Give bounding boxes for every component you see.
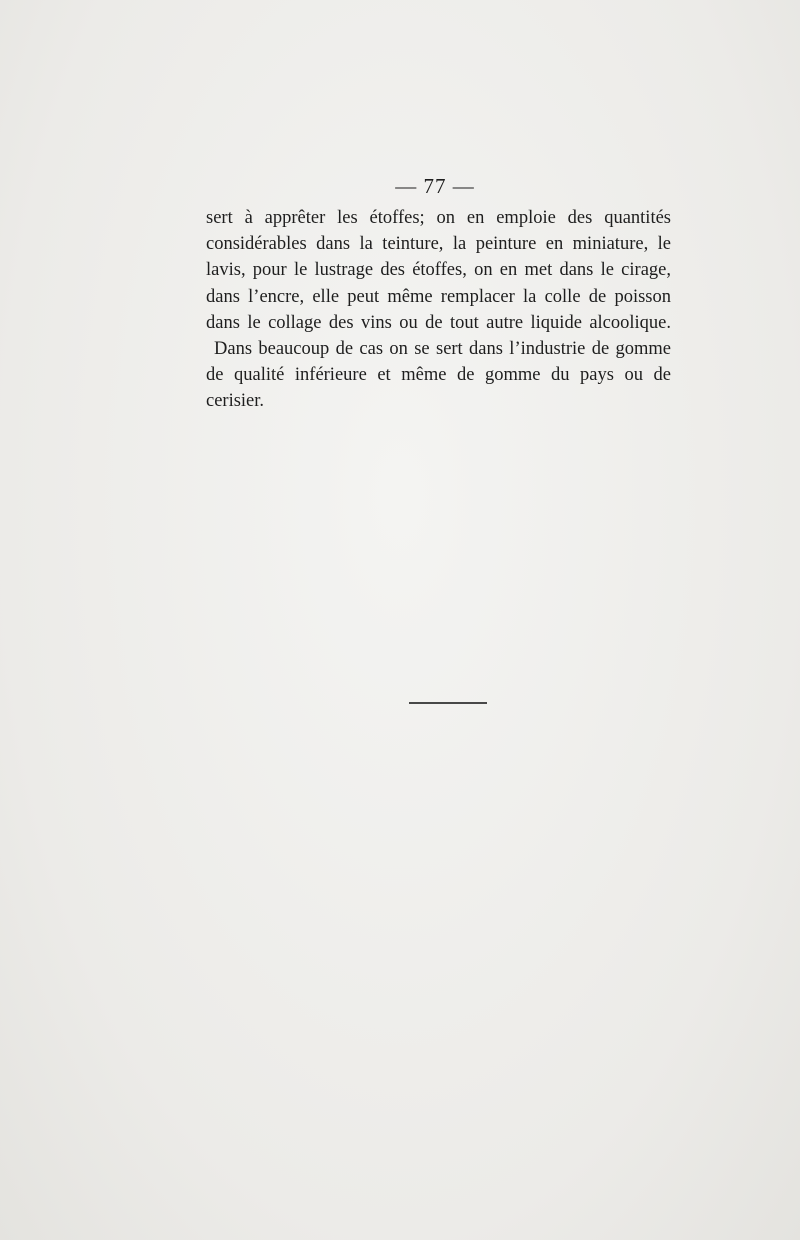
- text-line: sert à apprêter les étoffes; on en emploie des quantités: [206, 208, 671, 228]
- text-line: considérables dans la teinture, la peinture en miniature, le: [206, 234, 671, 255]
- page-number: — 77 —: [395, 174, 475, 198]
- bleed-through-texture: [180, 380, 680, 1040]
- text-line: de qualité inférieure et même de gomme du pays ou de: [206, 365, 671, 386]
- text-line: dans le collage des vins ou de tout autre liquide alcoolique.: [206, 312, 671, 333]
- text-line: Dans beaucoup de cas on se sert dans l’industrie de gomme: [214, 338, 671, 359]
- text-line: lavis, pour le lustrage des étoffes, on en met dans le cirage,: [206, 260, 671, 281]
- body-paragraph: [206, 205, 671, 415]
- text-line: cerisier.: [206, 391, 265, 412]
- bleed-through-rule: [409, 702, 487, 704]
- text-line: dans l’encre, elle peut même remplacer la colle de poisson: [206, 286, 671, 307]
